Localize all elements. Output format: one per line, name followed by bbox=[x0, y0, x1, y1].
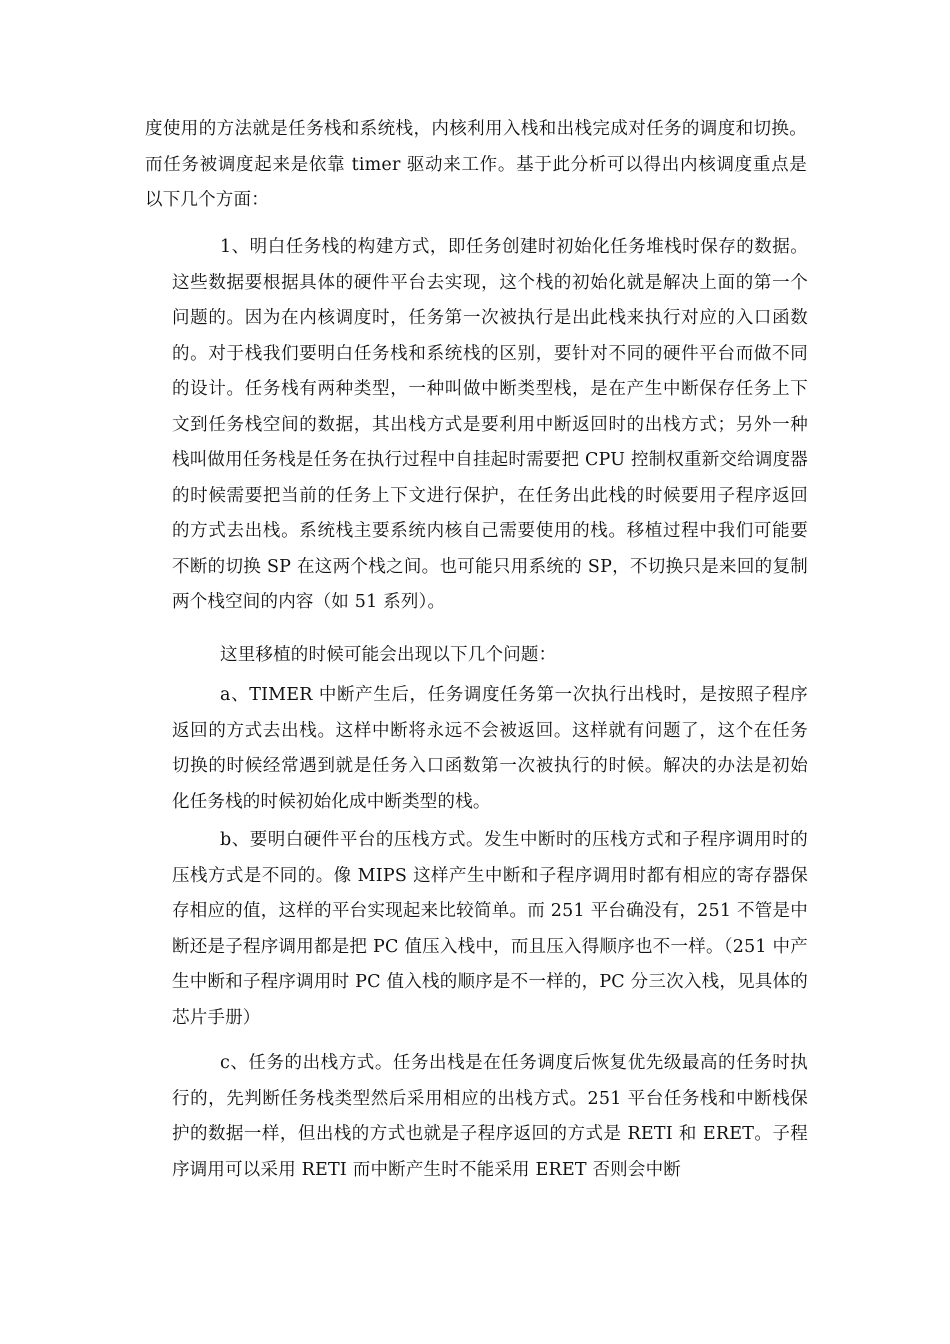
paragraph-issue-a: a、TIMER 中断产生后，任务调度任务第一次执行出栈时，是按照子程序返回的方式去出栈。这样中断将永远不会被返回。这样就有问题了，这个在任务切换的时候经常遇到就是任务入口函数第一次被执行的时候。解决的办法是初始化任务栈的时候初始化成中断类型的栈。 bbox=[172, 685, 808, 812]
paragraph-issue-b: b、要明白硬件平台的压栈方式。发生中断时的压栈方式和子程序调用时的压栈方式是不同的。像 MIPS 这样产生中断和子程序调用时都有相应的寄存器保存相应的值，这样的平台实现起来比较简单。而 251 平台确没有，251 不管是中断还是子程序调用都是把 PC 值压入栈中，而且压入得顺序也不一样。（251 中产生中断和子程序调用时 PC 值入栈的顺序是不一样的，PC 分三次入栈，见具体的芯片手册） bbox=[172, 830, 808, 1028]
paragraph-point-1: 1、明白任务栈的构建方式，即任务创建时初始化任务堆栈时保存的数据。这些数据要根据具体的硬件平台去实现，这个栈的初始化就是解决上面的第一个问题的。因为在内核调度时，任务第一次被执行是出此栈来执行对应的入口函数的。对于栈我们要明白任务栈和系统栈的区别，要针对不同的硬件平台而做不同的设计。任务栈有两种类型，一种叫做中断类型栈，是在产生中断保存任务上下文到任务栈空间的数据，其出栈方式是要利用中断返回时的出栈方式；另外一种栈叫做用任务栈是任务在执行过程中自挂起时需要把 CPU 控制权重新交给调度器的时候需要把当前的任务上下文进行保护，在任务出此栈的时候要用子程序返回的方式去出栈。系统栈主要系统内核自己需要使用的栈。移植过程中我们可能要不断的切换 SP 在这两个栈之间。也可能只用系统的 SP，不切换只是来回的复制两个栈空间的内容（如 51 系列）。 bbox=[172, 237, 808, 612]
paragraph-issue-c: c、任务的出栈方式。任务出栈是在任务调度后恢复优先级最高的任务时执行的，先判断任务栈类型然后采用相应的出栈方式。251 平台任务栈和中断栈保护的数据一样，但出栈的方式也就是子程序返回的方式是 RETI 和 ERET。子程序调用可以采用 RETI 而中断产生时不能采用 ERET 否则会中断 bbox=[172, 1053, 808, 1180]
paragraph-issues-intro: 这里移植的时候可能会出现以下几个问题： bbox=[220, 645, 557, 665]
paragraph-intro: 度使用的方法就是任务栈和系统栈，内核利用入栈和出栈完成对任务的调度和切换。而任务被调度起来是依靠 timer 驱动来工作。基于此分析可以得出内核调度重点是以下几个方面： bbox=[145, 119, 807, 210]
